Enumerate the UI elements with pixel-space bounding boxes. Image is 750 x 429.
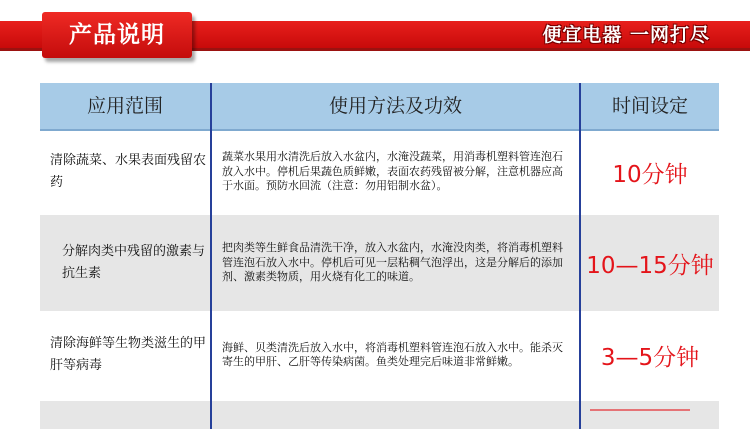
partial-time-text bbox=[590, 409, 690, 417]
row-time: 3—5分钟 bbox=[600, 344, 700, 371]
row-time: 10分钟 bbox=[612, 161, 688, 188]
column-divider bbox=[579, 83, 581, 429]
banner-slogan: 便宜电器 一网打尽 bbox=[542, 24, 710, 46]
product-instructions-table bbox=[40, 83, 719, 429]
row-method: 蔬菜水果用水清洗后放入水盆内，水淹没蔬菜，用消毒机塑料管连泡石放入水中。停机后果蔬色质鲜嫩，表面农药残留被分解，注意机器应高于水面。预防水回流（注意：勿用铝制水盆）。 bbox=[222, 150, 563, 193]
banner-title: 产品说明 bbox=[69, 22, 165, 48]
row-method: 把肉类等生鲜食品清洗干净，放入水盆内，水淹没肉类，将消毒机塑料管连泡石放入水中。停机后可见一层粘稠气泡浮出，这是分解后的添加剂、激素类物质，用火烧有化工的味道。 bbox=[222, 241, 563, 284]
header-scope: 应用范围 bbox=[86, 95, 163, 117]
row-scope: 清除海鲜等生物类滋生的甲肝等病毒 bbox=[50, 336, 207, 373]
table-row bbox=[40, 313, 719, 397]
banner bbox=[0, 0, 750, 68]
header-method: 使用方法及功效 bbox=[328, 95, 462, 117]
table-row bbox=[40, 131, 719, 213]
row-time: 10—15分钟 bbox=[586, 252, 714, 279]
row-method: 海鲜、贝类清洗后放入水中，将消毒机塑料管连泡石放入水中。能杀灭寄生的甲肝、乙肝等传染病菌。鱼类处理完后味道非常鲜嫩。 bbox=[222, 340, 563, 368]
row-scope: 清除蔬菜、水果表面残留农药 bbox=[50, 153, 207, 190]
table-header bbox=[40, 83, 719, 131]
header-time: 时间设定 bbox=[611, 95, 688, 117]
table-row bbox=[40, 215, 719, 311]
row-scope: 分解肉类中残留的激素与抗生素 bbox=[62, 244, 206, 281]
column-divider bbox=[210, 83, 212, 429]
banner-title-tab bbox=[42, 12, 192, 58]
